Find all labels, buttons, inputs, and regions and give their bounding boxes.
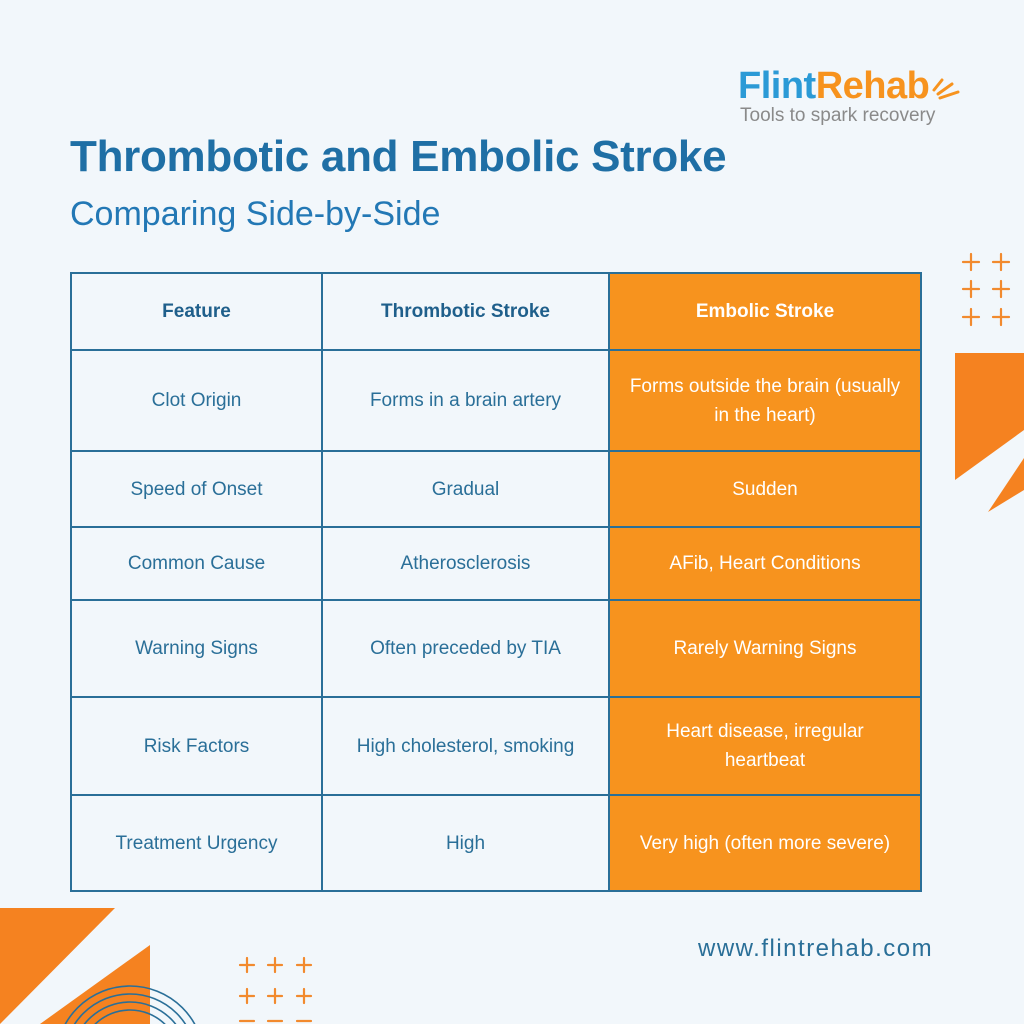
feature-cell: Clot Origin [71, 350, 322, 451]
comparison-table [70, 272, 922, 892]
table-header-row [71, 273, 921, 350]
embolic-cell: AFib, Heart Conditions [609, 527, 921, 600]
table-row [71, 451, 921, 527]
logo-wordmark [738, 66, 929, 106]
thrombotic-cell: Gradual [322, 451, 609, 527]
logo-tagline: Tools to spark recovery [740, 105, 936, 126]
table-row [71, 600, 921, 697]
feature-cell: Risk Factors [71, 697, 322, 795]
embolic-cell: Sudden [609, 451, 921, 527]
page-subtitle: Comparing Side-by-Side [70, 195, 441, 233]
embolic-cell: Rarely Warning Signs [609, 600, 921, 697]
table-row [71, 795, 921, 891]
thrombotic-cell: Forms in a brain artery [322, 350, 609, 451]
column-header-embolic: Embolic Stroke [609, 273, 921, 350]
plus-grid-top-right-icon [963, 254, 1009, 325]
table-row [71, 350, 921, 451]
embolic-cell: Very high (often more severe) [609, 795, 921, 891]
feature-cell: Treatment Urgency [71, 795, 322, 891]
column-header-thrombotic: Thrombotic Stroke [322, 273, 609, 350]
website-link[interactable]: www.flintrehab.com [698, 935, 934, 962]
table-row [71, 527, 921, 600]
embolic-cell: Forms outside the brain (usually in the heart) [609, 350, 921, 451]
thrombotic-cell: Atherosclerosis [322, 527, 609, 600]
logo-flint-text: Flint [738, 65, 816, 107]
logo-rehab-text: Rehab [815, 65, 930, 107]
plus-grid-bottom-icon [240, 958, 311, 1021]
column-header-feature: Feature [71, 273, 322, 350]
thrombotic-cell: High [322, 795, 609, 891]
triangle-shape-bottom-left [0, 908, 150, 1024]
feature-cell: Warning Signs [71, 600, 322, 697]
spark-rays-icon [928, 74, 964, 100]
table-row [71, 697, 921, 795]
feature-cell: Speed of Onset [71, 451, 322, 527]
feature-cell: Common Cause [71, 527, 322, 600]
thrombotic-cell: High cholesterol, smoking [322, 697, 609, 795]
page-title: Thrombotic and Embolic Stroke [70, 132, 727, 181]
triangle-shape-right [955, 353, 1024, 512]
embolic-cell: Heart disease, irregular heartbeat [609, 697, 921, 795]
thrombotic-cell: Often preceded by TIA [322, 600, 609, 697]
